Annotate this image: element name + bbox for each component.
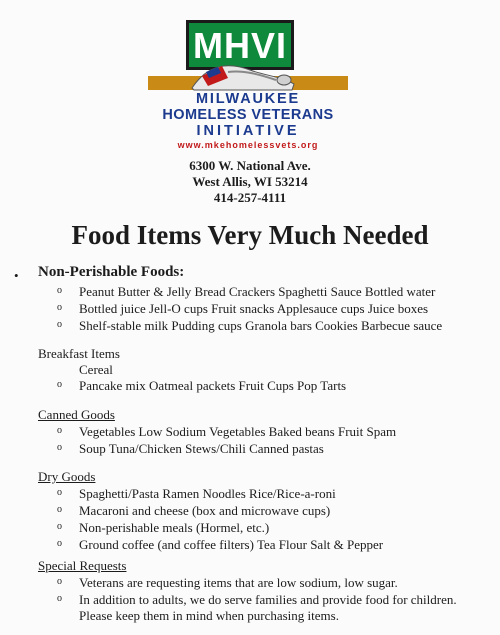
dry-goods-heading: Dry Goods bbox=[38, 469, 96, 484]
sub-bullet: o bbox=[57, 442, 62, 453]
breakfast-heading: Breakfast Items bbox=[38, 346, 120, 361]
breakfast-cereal: Cereal bbox=[79, 362, 113, 377]
page-title: Food Items Very Much Needed bbox=[71, 220, 429, 250]
sub-bullet: o bbox=[57, 487, 62, 498]
address-city: West Allis, WI 53214 bbox=[192, 174, 308, 189]
bullet-marker: • bbox=[14, 268, 19, 283]
logo-abbreviation: MHVI bbox=[193, 25, 287, 66]
logo-line-homeless-veterans: HOMELESS VETERANS bbox=[162, 107, 334, 123]
address-phone: 414-257-4111 bbox=[213, 190, 287, 205]
sub-bullet: o bbox=[57, 379, 62, 390]
sub-bullet: o bbox=[57, 504, 62, 515]
sub-bullet: o bbox=[57, 576, 62, 587]
sub-bullet: o bbox=[57, 538, 62, 549]
sub-bullet: o bbox=[57, 521, 62, 532]
mhvi-logo bbox=[148, 8, 348, 148]
special-requests-heading: Special Requests bbox=[38, 558, 127, 573]
non-perishable-heading: Non-Perishable Foods: bbox=[38, 264, 185, 280]
sleeping-veteran-flag-icon bbox=[188, 58, 298, 92]
sub-bullet: o bbox=[57, 593, 62, 604]
address-street: 6300 W. National Ave. bbox=[189, 158, 311, 173]
canned-goods-heading: Canned Goods bbox=[38, 407, 115, 422]
sub-bullet: o bbox=[57, 425, 62, 436]
sub-bullet: o bbox=[57, 302, 62, 313]
sub-bullet: o bbox=[57, 319, 62, 330]
logo-line-initiative: INITIATIVE bbox=[196, 123, 300, 139]
sub-bullet: o bbox=[57, 285, 62, 296]
logo-line-milwaukee: MILWAUKEE bbox=[195, 91, 300, 107]
logo-website[interactable]: www.mkehomelessvets.org bbox=[177, 140, 319, 150]
